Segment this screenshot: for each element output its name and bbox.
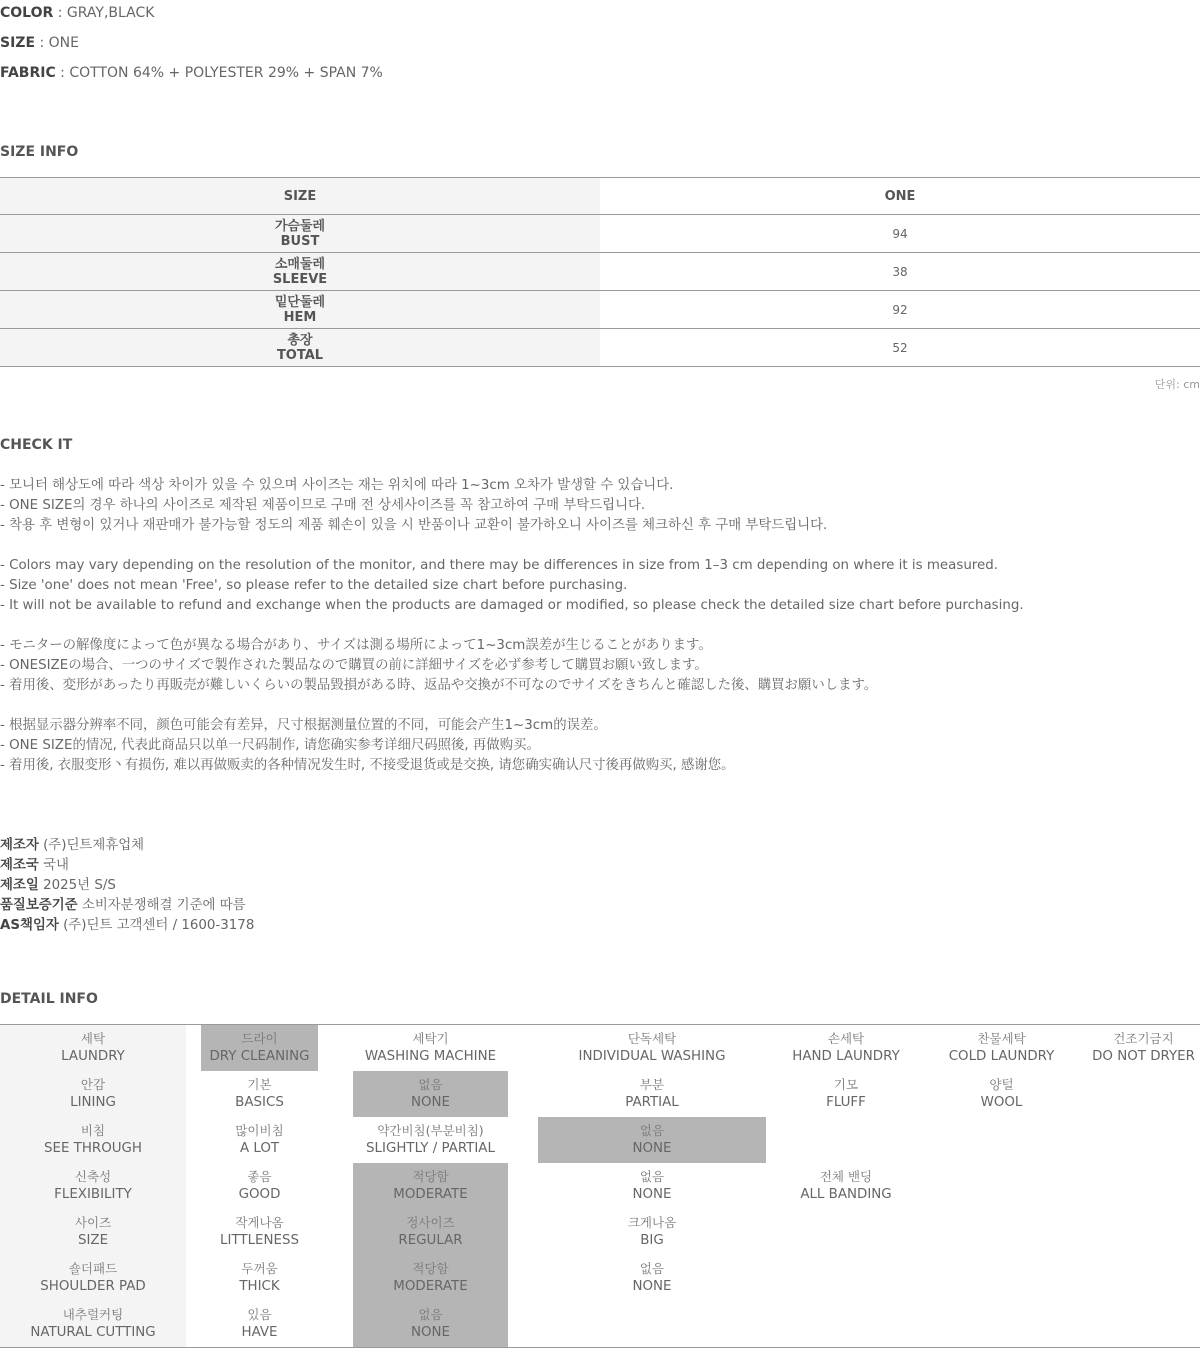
note-line: - ONE SIZE의 경우 하나의 사이즈로 제작된 제품이므로 구매 전 상세사이즈를 꼭 참고하여 구매 부탁드립니다. xyxy=(0,498,646,513)
detail-option xyxy=(916,1163,1087,1209)
note-line: - 着用後, 衣服变形丶有损伤, 难以再做贩卖的各种情况发生时, 不接受退货或是交换, 请您确实确认尺寸後再做购买, 感谢您。 xyxy=(0,758,735,773)
mfg-line xyxy=(0,916,254,936)
option-label-en: NATURAL CUTTING xyxy=(30,1325,156,1340)
option-label-en: LINING xyxy=(70,1095,116,1110)
size-table xyxy=(0,177,1200,367)
option-label-ko: 부분 xyxy=(639,1077,665,1092)
detail-row xyxy=(0,1163,1200,1209)
option-label-en: SEE THROUGH xyxy=(43,1141,143,1156)
option-label-ko: 두꺼움 xyxy=(241,1261,278,1276)
size-row-value: 52 xyxy=(600,329,1200,367)
detail-row-header xyxy=(0,1163,186,1209)
option-label-en: INDIVIDUAL WASHING xyxy=(578,1049,726,1064)
option-label-ko: 적당함 xyxy=(412,1261,449,1276)
spec-key: SIZE xyxy=(0,35,36,51)
option-label-ko: 사이즈 xyxy=(74,1215,112,1230)
detail-option xyxy=(186,1255,333,1301)
option-label-en: PARTIAL xyxy=(625,1095,679,1110)
option-label-ko: 약간비침(부분비침) xyxy=(377,1123,484,1138)
note-line: - 着用後、変形があったり再販売が難しいくらいの製品毀損がある時、返品や交換が不可なのでサイズをきちんと確認した後、購買お願いします。 xyxy=(0,678,878,693)
mfg-key: 제조자 xyxy=(0,838,39,853)
detail-option xyxy=(333,1163,528,1209)
option-label-ko: 신축성 xyxy=(74,1169,112,1184)
option-label-ko: 없음 xyxy=(418,1077,443,1092)
option-label-ko: 비침 xyxy=(80,1123,106,1138)
selected-option-highlight xyxy=(353,1301,508,1347)
detail-option xyxy=(776,1163,916,1209)
size-row-value: 38 xyxy=(600,253,1200,291)
note-line: - ONESIZEの場合、一つのサイズで製作された製品なので購買の前に詳細サイズを必ず参考して購買お願い致します。 xyxy=(0,658,708,673)
size-unit: 단위: cm xyxy=(1154,378,1200,391)
option-label-ko: 작게나옴 xyxy=(235,1215,284,1230)
detail-option xyxy=(916,1301,1087,1348)
option-label-en: WASHING MACHINE xyxy=(364,1049,497,1064)
option-label-ko: 있음 xyxy=(247,1307,272,1322)
selected-option-highlight xyxy=(353,1209,508,1255)
size-header-label: SIZE xyxy=(0,178,600,215)
detail-option xyxy=(186,1071,333,1117)
size-label-ko: 소매둘레 xyxy=(274,256,326,272)
detail-option xyxy=(333,1255,528,1301)
mfg-value: (주)딘트 고객센터 / 1600-3178 xyxy=(58,918,255,933)
option-label-ko: 건조기금지 xyxy=(1113,1031,1174,1046)
spec-value: : GRAY,BLACK xyxy=(53,5,155,21)
detail-option xyxy=(186,1209,333,1255)
size-row-label xyxy=(0,291,600,329)
option-label-en: MODERATE xyxy=(393,1187,468,1202)
option-label-en: SIZE xyxy=(77,1233,109,1248)
selected-option-highlight xyxy=(538,1117,766,1163)
option-label-en: REGULAR xyxy=(398,1233,463,1248)
option-label-en: NONE xyxy=(632,1279,672,1294)
option-label-en: COLD LAUNDRY xyxy=(948,1049,1055,1064)
option-label-en: NONE xyxy=(632,1141,672,1156)
option-label-en: WOOL xyxy=(980,1095,1023,1110)
spec-value: : COTTON 64% + POLYESTER 29% + SPAN 7% xyxy=(55,65,383,81)
spec-fabric xyxy=(0,64,383,82)
detail-option xyxy=(528,1163,776,1209)
detail-option xyxy=(333,1025,528,1072)
note-line: - ONE SIZE的情况, 代表此商品只以单一尺码制作, 请您确实参考详细尺码照後, 再做购买。 xyxy=(0,738,540,753)
size-row xyxy=(0,253,1200,291)
spec-key: COLOR xyxy=(0,5,54,21)
size-row-value: 94 xyxy=(600,215,1200,253)
size-label-en: BUST xyxy=(280,233,320,249)
option-label-ko: 기모 xyxy=(833,1077,859,1092)
detail-option xyxy=(1087,1117,1200,1163)
option-label-ko: 크게나옴 xyxy=(627,1215,677,1230)
detail-row-header xyxy=(0,1117,186,1163)
detail-row xyxy=(0,1301,1200,1348)
note-line: - 착용 후 변형이 있거나 재판매가 불가능할 정도의 제품 훼손이 있을 시 반품이나 교환이 불가하오니 사이즈를 체크하신 후 구매 부탁드립니다. xyxy=(0,518,828,533)
mfg-key: 제조일 xyxy=(0,878,39,893)
note-line: - モニターの解像度によって色が異なる場合があり、サイズは測る場所によって1~3cm誤差が生じることがあります。 xyxy=(0,638,712,653)
option-label-en: NONE xyxy=(410,1095,451,1110)
detail-option xyxy=(916,1255,1087,1301)
detail-option xyxy=(776,1301,916,1348)
detail-option xyxy=(1087,1209,1200,1255)
option-label-ko: 없음 xyxy=(418,1307,443,1322)
check-it-notes xyxy=(0,476,1024,776)
option-label-ko: 단독세탁 xyxy=(627,1031,677,1046)
option-label-en: A LOT xyxy=(239,1141,280,1156)
option-label-en: HAVE xyxy=(241,1325,278,1340)
check-it-heading: CHECK IT xyxy=(0,437,73,453)
selected-option-highlight xyxy=(353,1163,508,1209)
mfg-key: 제조국 xyxy=(0,858,39,873)
option-label-en: LAUNDRY xyxy=(61,1049,125,1064)
detail-row xyxy=(0,1255,1200,1301)
option-label-ko: 드라이 xyxy=(241,1031,278,1046)
option-label-ko: 양털 xyxy=(989,1077,1014,1092)
detail-option xyxy=(776,1071,916,1117)
mfg-value: 2025년 S/S xyxy=(38,878,116,893)
size-row xyxy=(0,215,1200,253)
selected-option-highlight xyxy=(201,1025,318,1071)
option-label-ko: 찬물세탁 xyxy=(977,1031,1026,1046)
option-label-ko: 없음 xyxy=(639,1123,665,1138)
size-label-ko: 가슴둘레 xyxy=(274,218,326,234)
option-label-en: SHOULDER PAD xyxy=(40,1279,146,1294)
option-label-en: FLEXIBILITY xyxy=(54,1187,132,1202)
detail-option xyxy=(776,1025,916,1072)
mfg-line xyxy=(0,876,254,896)
option-label-ko: 세탁 xyxy=(80,1031,106,1046)
detail-option xyxy=(528,1209,776,1255)
detail-row xyxy=(0,1071,1200,1117)
detail-option xyxy=(776,1255,916,1301)
detail-row xyxy=(0,1209,1200,1255)
size-label-ko: 총장 xyxy=(287,332,313,348)
mfg-value: 소비자분쟁해결 기준에 따름 xyxy=(77,898,246,913)
manufacturer-info xyxy=(0,836,254,936)
mfg-line xyxy=(0,836,254,856)
mfg-line xyxy=(0,856,254,876)
detail-option xyxy=(528,1301,776,1348)
detail-option xyxy=(333,1071,528,1117)
note-line: - 모니터 해상도에 따라 색상 차이가 있을 수 있으며 사이즈는 재는 위치에 따라 1~3cm 오차가 발생할 수 있습니다. xyxy=(0,478,674,493)
mfg-line xyxy=(0,896,254,916)
option-label-ko: 없음 xyxy=(639,1169,665,1184)
option-label-ko: 손세탁 xyxy=(827,1031,865,1046)
option-label-ko: 안감 xyxy=(80,1077,106,1092)
detail-option xyxy=(1087,1163,1200,1209)
detail-table xyxy=(0,1024,1200,1348)
option-label-en: FLUFF xyxy=(826,1095,866,1110)
detail-option xyxy=(916,1209,1087,1255)
option-label-en: ALL BANDING xyxy=(800,1187,892,1202)
detail-option xyxy=(186,1163,333,1209)
detail-row-header xyxy=(0,1071,186,1117)
size-row-value: 92 xyxy=(600,291,1200,329)
option-label-ko: 기본 xyxy=(247,1077,272,1092)
detail-option xyxy=(528,1071,776,1117)
selected-option-highlight xyxy=(353,1255,508,1301)
detail-option xyxy=(186,1301,333,1348)
detail-option xyxy=(186,1117,333,1163)
spec-size xyxy=(0,34,79,52)
option-label-en: LITTLENESS xyxy=(220,1233,299,1248)
size-label-en: SLEEVE xyxy=(272,271,328,287)
option-label-en: NONE xyxy=(632,1187,672,1202)
size-label-en: TOTAL xyxy=(276,347,324,363)
option-label-ko: 내추럴커팅 xyxy=(62,1307,124,1322)
option-label-en: GOOD xyxy=(238,1187,281,1202)
detail-option xyxy=(333,1301,528,1348)
size-label-en: HEM xyxy=(283,309,317,325)
option-label-ko: 숄더패드 xyxy=(68,1261,118,1276)
note-line: - 根据显示器分辨率不同，颜色可能会有差异，尺寸根据测量位置的不同，可能会产生1~3cm的误差。 xyxy=(0,718,607,733)
detail-option xyxy=(333,1209,528,1255)
spec-value: : ONE xyxy=(35,35,79,51)
selected-option-highlight xyxy=(353,1071,508,1117)
option-label-en: DO NOT DRYER xyxy=(1092,1049,1195,1064)
detail-option xyxy=(776,1209,916,1255)
detail-row-header xyxy=(0,1025,186,1072)
detail-option xyxy=(1087,1071,1200,1117)
option-label-ko: 적당함 xyxy=(412,1169,449,1184)
size-row xyxy=(0,291,1200,329)
option-label-en: BIG xyxy=(640,1233,664,1248)
size-info-heading: SIZE INFO xyxy=(0,144,79,160)
option-label-ko: 좋음 xyxy=(247,1169,272,1184)
size-header-value: ONE xyxy=(600,178,1200,215)
spec-key: FABRIC xyxy=(0,65,56,81)
detail-option xyxy=(916,1071,1087,1117)
option-label-ko: 전체 밴딩 xyxy=(819,1169,873,1184)
detail-row-header xyxy=(0,1301,186,1348)
detail-option xyxy=(916,1117,1087,1163)
option-label-en: NONE xyxy=(410,1325,451,1340)
option-label-ko: 세탁기 xyxy=(412,1031,449,1046)
detail-row xyxy=(0,1025,1200,1072)
detail-option xyxy=(1087,1301,1200,1348)
detail-option xyxy=(1087,1025,1200,1072)
detail-option xyxy=(528,1025,776,1072)
option-label-en: HAND LAUNDRY xyxy=(792,1049,900,1064)
option-label-ko: 정사이즈 xyxy=(406,1215,455,1230)
mfg-key: AS책임자 xyxy=(0,918,59,933)
option-label-ko: 없음 xyxy=(639,1261,665,1276)
note-line: - Size 'one' does not mean 'Free', so please refer to the detailed size chart before purchasing. xyxy=(0,578,628,593)
option-label-en: BASICS xyxy=(235,1095,284,1110)
mfg-value: 국내 xyxy=(38,858,69,873)
size-table-header xyxy=(0,178,1200,215)
detail-row-header xyxy=(0,1209,186,1255)
note-line: - It will not be available to refund and exchange when the products are damaged or modified, so please check the detailed size chart before purchasing. xyxy=(0,598,1024,613)
detail-option xyxy=(333,1117,528,1163)
size-row-label xyxy=(0,215,600,253)
detail-option xyxy=(1087,1255,1200,1301)
option-label-en: MODERATE xyxy=(393,1279,468,1294)
mfg-key: 품질보증기준 xyxy=(0,898,78,913)
detail-option xyxy=(528,1117,776,1163)
note-line: - Colors may vary depending on the resolution of the monitor, and there may be differences in size from 1–3 cm depending on where it is measured. xyxy=(0,558,999,573)
option-label-en: SLIGHTLY / PARTIAL xyxy=(366,1141,495,1156)
detail-option xyxy=(186,1025,333,1072)
detail-row xyxy=(0,1117,1200,1163)
detail-row-header xyxy=(0,1255,186,1301)
size-row xyxy=(0,329,1200,367)
size-row-label xyxy=(0,253,600,291)
detail-option xyxy=(776,1117,916,1163)
size-label-ko: 밑단둘레 xyxy=(274,294,326,310)
spec-color xyxy=(0,4,154,22)
detail-info-heading: DETAIL INFO xyxy=(0,991,98,1007)
detail-option xyxy=(528,1255,776,1301)
option-label-en: DRY CLEANING xyxy=(209,1049,310,1064)
option-label-ko: 많이비침 xyxy=(235,1123,284,1138)
option-label-en: THICK xyxy=(239,1279,280,1294)
mfg-value: (주)딘트제휴업체 xyxy=(38,838,145,853)
detail-option xyxy=(916,1025,1087,1072)
size-row-label xyxy=(0,329,600,367)
